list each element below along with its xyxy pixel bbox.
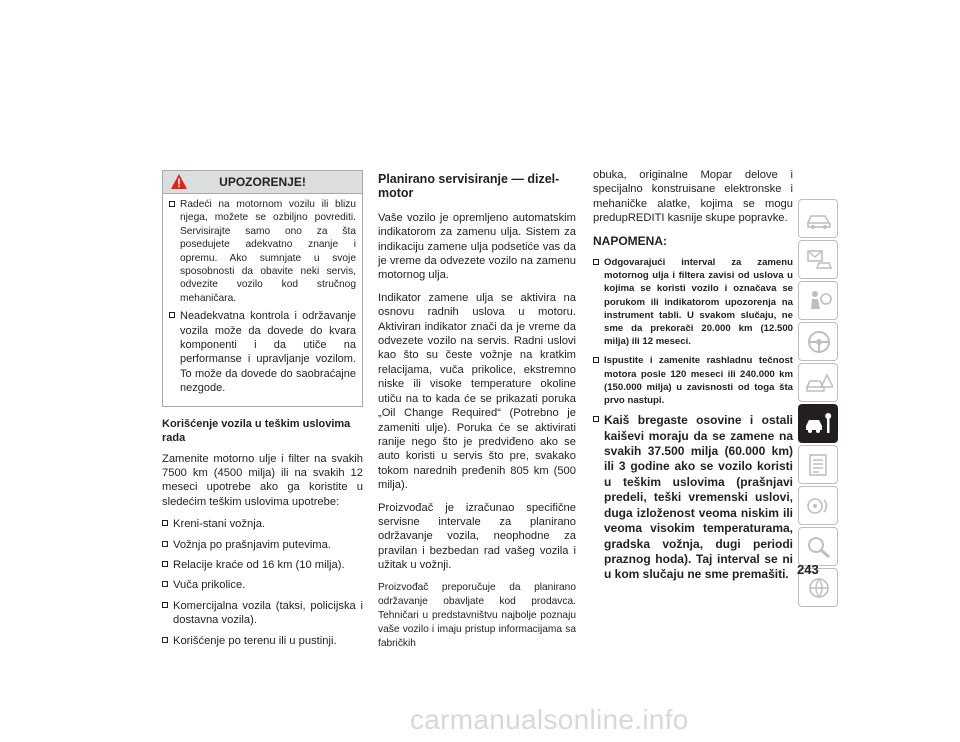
car-service-tools-icon — [805, 412, 833, 436]
bullet-square-icon — [162, 520, 168, 526]
paragraph: Vaše vozilo je opremljeno automatskim indikatorom za zamenu ulja. Sistem za indikaciju zamene ulja podsetiće vas da je vreme da odvezete vozilo na zamenu motornog ulja. — [378, 211, 576, 282]
bullet-square-icon — [162, 541, 168, 547]
bullet-square-icon — [593, 357, 599, 363]
severe-conditions-heading: Korišćenje vozila u teškim uslovima rada — [162, 417, 351, 445]
warning-header — [163, 171, 362, 194]
severe-conditions-intro: Zamenite motorno ulje i filter na svakih 7500 km (4500 milja) ili na svakih 12 meseci upotrebe ako ga koristite u sledećim teškim uslovima upotrebe: — [162, 452, 363, 508]
tab-car-info[interactable] — [798, 199, 838, 238]
paragraph: Proizvođač preporučuje da planirano održavanje obavljate kod prodavca. Tehničari u predstavništvu najbolje poznaju vaše vozilo i imaju pristup informacijama sa fabričkih — [378, 581, 576, 649]
bullet-square-icon — [169, 201, 175, 207]
tab-search-index[interactable] — [798, 527, 838, 566]
bullet-square-icon — [593, 259, 599, 265]
column-left — [162, 170, 363, 654]
steering-wheel-icon — [805, 330, 833, 354]
tab-seatbelt-airbag[interactable] — [798, 281, 838, 320]
language-icon — [805, 576, 833, 600]
tab-multimedia[interactable] — [798, 486, 838, 525]
list-item: Relacije kraće od 16 km (10 milja). — [162, 558, 363, 572]
search-index-icon — [805, 535, 833, 559]
bullet-square-icon — [169, 312, 175, 318]
list-item: Kreni-stani vožnja. — [162, 517, 363, 531]
note-item: Odgovarajući interval za zamenu motornog ulja i filtera zavisi od uslova u kojima se koristi vozilo i označava se porukom ili indikatorom upozorenja na instrument tabli. U svakom slučaju, ne sme da prekorači 20.000 km (12.500 milja) ili 12 meseci. — [593, 256, 793, 348]
note-item: Ispustite i zamenite rashladnu tečnost motora posle 120 meseci ili 240.000 km (150.000 milja) u zavisnosti od toga šta prvo nastupi. — [593, 354, 793, 407]
warning-triangle-icon — [171, 174, 187, 189]
tab-steering-wheel[interactable] — [798, 322, 838, 361]
list-item: Korišćenje po terenu ili u pustinji. — [162, 634, 363, 648]
bullet-square-icon — [162, 602, 168, 608]
column-right — [593, 168, 793, 589]
bullet-square-icon — [162, 581, 168, 587]
warning-box — [162, 170, 363, 407]
warning-title: UPOZORENJE! — [219, 175, 306, 189]
tab-specifications[interactable] — [798, 445, 838, 484]
bullet-square-icon — [162, 561, 168, 567]
column-middle — [378, 172, 576, 659]
bullet-square-icon — [593, 416, 599, 422]
section-heading: Planirano servisiranje — dizel-motor — [378, 172, 560, 201]
tab-service-maintenance[interactable] — [798, 404, 838, 443]
list-item: Vuča prikolice. — [162, 578, 363, 592]
paragraph: Indikator zamene ulja se aktivira na osnovu radnih uslova u motoru. Aktiviran indikator znači da je vreme da odvezete vozilo na servis. Radni uslovi kao što su česte vožnje na kratkim relacijama, vuča prikolice, ekstremno niske ili visoke temperature okoline utiču na to kada će se prikazati poruka „Oil Change Required“ (Potrebno je zameniti ulje). Poruka će se aktivirati ranije nego što je predviđeno ako se auto koristi u servis što pre, svakako tokom narednih pređenih 805 km (500 milja). — [378, 291, 576, 492]
chapter-tabs — [798, 199, 842, 609]
warning-item: Neadekvatna kontrola i održavanje vozila može da dovede do kvara komponenti i da utiče na performanse i upravljanje vozilom. To može da dovede do saobraćajne nezgode. — [169, 309, 356, 395]
tab-hazard-car[interactable] — [798, 363, 838, 402]
list-item: Vožnja po prašnjavim putevima. — [162, 538, 363, 552]
note-title: NAPOMENA: — [593, 233, 667, 248]
paragraph: obuka, originalne Mopar delove i specijalno konstruisane elektronske i mehaničke alatke, kojima se mogu predupREDITI kasnije skupe popravke. — [593, 169, 793, 225]
hazard-car-icon — [805, 371, 833, 395]
bullet-square-icon — [162, 637, 168, 643]
specifications-icon — [805, 453, 833, 477]
seatbelt-airbag-icon — [805, 289, 833, 313]
tab-mail-car[interactable] — [798, 240, 838, 279]
watermark: carmanualsonline.info — [410, 704, 689, 735]
list-item: Komercijalna vozila (taksi, policijska i dostavna vozila). — [162, 599, 363, 628]
car-info-icon — [805, 207, 833, 231]
mail-car-icon — [805, 248, 833, 272]
warning-item: Radeći na motornom vozilu ili blizu njega, možete se ozbiljno povrediti. Servisirajte samo ono za šta posedujete adekvatno znanje i opremu. Ako sumnjate u svoje sposobnosti da obavite neki servis, odvezite vozilo kod stručnog mehaničara. — [169, 198, 356, 305]
multimedia-icon — [805, 494, 833, 518]
page-number: 243 — [797, 562, 819, 577]
paragraph: Proizvođač je izračunao specifične servisne intervale za planirano održavanje vozila, neophodne za pravilan i bezbedan rad vašeg vozila i užitak u vožnji. — [378, 501, 576, 572]
note-item: Kaiš bregaste osovine i ostali kaiševi moraju da se zamene na svakih 37.500 milja (60.000 km) ili 3 godine ako se vozilo koristi u teškim uslovima (prašnjavi predeli, teški vremenski uslovi, duga izloženost veoma niskim ili veoma visokim temperaturama, gradska vožnja, dugi periodi praznog hoda). Taj interval se ni u kom slučaju ne sme premašiti. — [593, 413, 793, 582]
